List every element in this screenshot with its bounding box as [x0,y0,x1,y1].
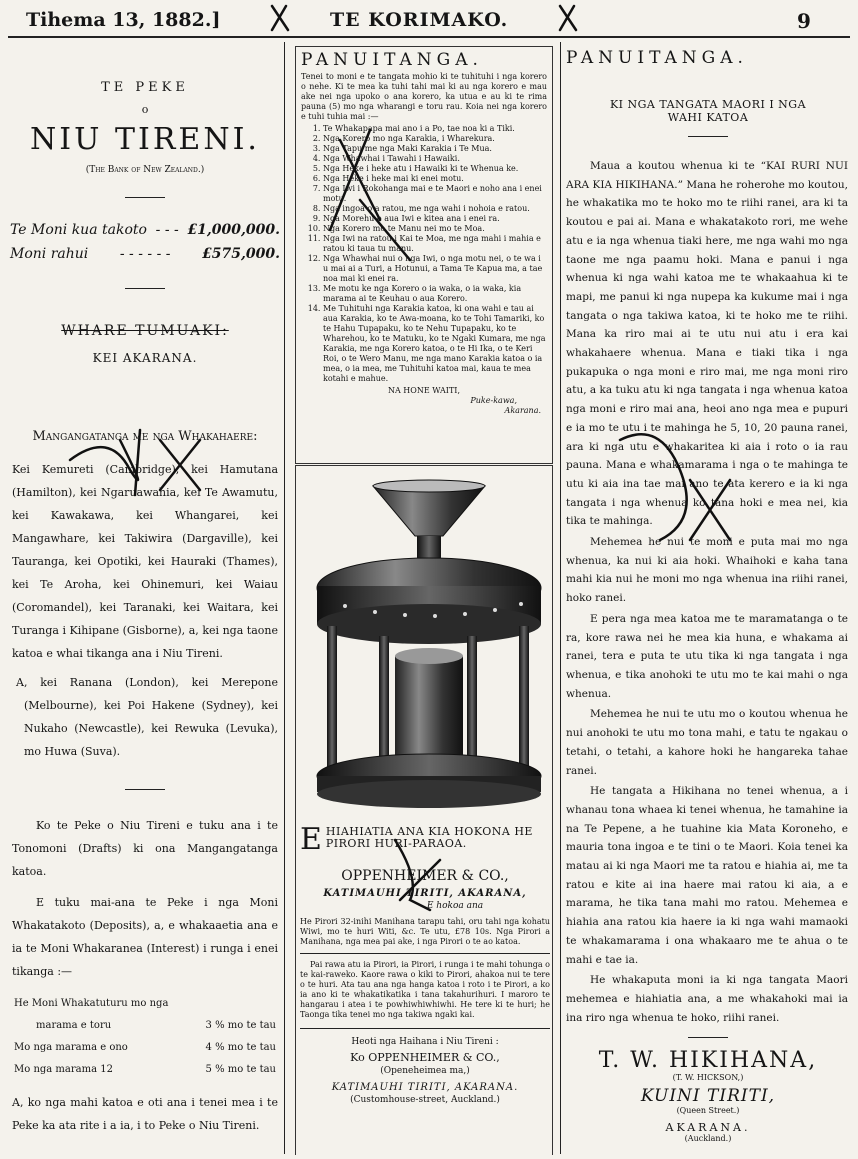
notice-list [301,124,547,384]
list-item: 6. Nga Heke i heke mai ki enei motu. [323,174,547,184]
notice-place: Puke-kawa, [470,396,517,405]
mill-ad [300,822,550,1105]
divider [125,789,165,790]
rate-value: 5 % mo te tau [205,1064,276,1075]
issue-date: Tihema 13, 1882.] [26,9,221,31]
capital-dots: - - - [155,222,179,238]
branches-text: Kei Kemureti (Cambridge), kei Hamutana (Hamilton), kei Ngaruawahia, kei Te Awamutu, kei Kawakawa, kei Whangarei, kei Mangawhare, kei Takiwira (Dargaville), kei Tauranga, kei Opotiki, kei Hauraki (Thames), kei Te Aroha, kei Ohinemuri, kei Waiau (Coromandel), kei Taranaki, kei Waitara, kei Turanga i Kihipane (Gisborne), a, kei nga taone katoa e whai tikanga ana i Niu Tireni. [12,463,278,660]
list-item: 12. Nga Whawhai nui o nga Iwi, o nga motu nei, o te wa i u mai ai a Turi, a Hotunui, a Tama Te Kapua ma, a tae noa mai ki enei ra. [323,254,547,284]
ad-heading: HIAHIATIA ANA KIA HOKONA HE PIRORI HURI-PARAOA. [325,825,533,850]
list-item: 2. Nga Korero mo nga Karakia, i Wharekura. [323,134,547,144]
list-item: 10. Nga Korero mo te Manu nei mo te Moa. [323,224,547,234]
deposits-text: E tuku mai-ana te Peke i nga Moni Whakatakoto (Deposits), a, e whakaaetia ana e ia te Moni Whakaranea (Interest) i runga i enei tikanga :— [12,896,278,978]
list-item: 13. Me motu ke nga Korero o ia waka, o ia waka, kia marama ai te Keuhau o aua Korero. [323,284,547,304]
list-item: 5. Nga Heke i heke atu i Hawaiki ki te Whenua ke. [323,164,547,174]
page-number: 9 [797,9,811,33]
reserve-value: £575,000. [202,246,280,262]
divider [125,288,165,289]
notice-intro: Tenei to moni e te tangata mohio ki te tuhituhi i nga korero o nehe. Ki te mea ka tuhi tahi mai ki au nga korero e mau ake nei nga upoko o ana korero, ka utua e au ki te rima pauna (5) mo nga wharangi e toru rau. Koia nei nga korero e tuhi tuhia mai :— [301,72,547,121]
col3-para-2: Mehemea he nui te moni e puta mai mo nga whenua, ka nui ki aia hoki. Whaihoki e kaha tana mahi kia nui he moni mo nga whenua ina riihi ranei, hoko ranei. [566,536,848,605]
rate-value: 3 % mo te tau [205,1020,276,1031]
head-office-location: KEI AKARANA. [92,351,198,365]
notice-place: Akarana. [504,406,541,415]
footer-text: A, ko nga mahi katoa e oti ana i tenei mea i te Peke ka ata rite i a ia, i to Peke o Niu Tireni. [12,1096,278,1132]
signature-street-english: (Queen Street.) [676,1106,740,1116]
branches-heading: Mangangatanga me nga Whakahaere: [32,429,258,444]
column-divider [560,42,561,1154]
reserve-label: Moni rahui [10,246,89,262]
col3-sub2: WAHI KATOA [667,111,749,124]
list-item: 1. Te Whakapapa mai ano i a Po, tae noa ki a Tiki. [323,124,547,134]
capital-value: £1,000,000. [187,222,280,238]
ad-company: OPPENHEIMER & CO., [341,868,509,884]
column-divider [284,42,285,1154]
signature-town-english: (Auckland.) [684,1134,732,1144]
ad-body-2: Pai rawa atu ia Pirori, ia Pirori, i runga i te mahi tohunga o te kai-raweko. Kaore rawa o kiki to Pirori, ahakoa nui te tere o te huri. Ata tau ana nga hanga katoa i roto i te Pirori, a ko ia ano ki te whakatikatika i tana takahurihuri. I maroro te hangarau i atea i te powhiwhiwhiwhi. He tere ki te huri; he Taonga tika tenei mo nga takiwa ngaki kai. [300,960,550,1019]
rate-label: He Moni Whakatuturu mo nga [14,998,169,1009]
drop-cap: E [300,822,322,857]
rate-row [14,1059,276,1081]
bank-title-top: TE PEKE [101,80,189,95]
ad-agents-paren: (Openeheimea ma,) [380,1066,470,1076]
list-item: 9. Nga Morehu o aua Iwi e kitea ana i enei ra. [323,214,547,224]
page-header [0,0,858,38]
notice-signature: NA HONE WAITI, [387,386,461,395]
divider [300,1028,550,1029]
ad-agents-english: (Customhouse-street, Auckland.) [350,1095,500,1105]
rate-row [14,1037,276,1059]
drafts-text: Ko te Peke o Niu Tireni e tuku ana i te Tonomoni (Drafts) ki ona Mangangatanga katoa. [12,819,278,878]
overseas-text: A, kei Ranana (London), kei Merepone (Melbourne), kei Poi Hakene (Sydney), kei Nukaho (Newcastle), kei Rewuka (Levuka), mo Huwa (Suva). [16,676,278,758]
signature-english: (T. W. HICKSON,) [672,1073,744,1083]
rate-row [14,1015,276,1037]
ad-agents-street: KATIMAUHI TIRITI, AKARANA. [331,1082,519,1093]
col3-heading: PANUITANGA. [566,48,748,68]
reserve-dots: - - - - - - [119,246,171,262]
head-office-heading: WHARE TUMUAKI: [61,323,229,339]
divider [300,953,550,954]
rate-value: 4 % mo te tau [205,1042,276,1053]
capital-row [8,222,282,238]
bank-ad-column [8,40,282,1155]
rates-table [8,993,282,1081]
divider [125,197,165,198]
signature-street: KUINI TIRITI, [640,1086,776,1107]
bank-english-name: (The Bank of New Zealand.) [85,165,205,175]
col3-sub1: KI NGA TANGATA MAORI I NGA [609,98,807,111]
col3-para-4: Mehemea he nui te utu mo o koutou whenua he nui anohoki te utu mo tona mahi, e tatu te ngakau o tetahi, o tetahi, a kahore hoki he hangareka tahae ranei. [566,708,848,777]
list-item: 3. Nga Tapu me nga Maki Karakia i Te Mua. [323,144,547,154]
rate-row [14,993,276,1015]
bank-title-mid: o [141,103,149,116]
capital-label: Te Moni kua takoto [10,222,147,238]
ad-agents: Heoti nga Haihana i Niu Tireni : [351,1037,499,1047]
list-item: 8. Nga ingoa o a ratou, me nga wahi i nohoia e ratou. [323,204,547,214]
col3-para-3: E pera nga mea katoa me te maramatanga o te ra, kore rawa nei he mea kia huna, e whakama ai ranei, tera e puta te utu tika ki nga tangata i nga whenua, e tika anohoki te utu mo te kai mahi o nga whenua. [566,612,848,700]
col3-para-6: He whakaputa moni ia ki nga tangata Maori mehemea e hiahiatia ana, a me whakahoki mai ia ina riro nga whenua te hoko, riihi ranei. [566,974,848,1024]
ad-body: He Pirori 32-inihi Manihana tarapu tahi, oru tahi nga kohatu Wiwi, mo te huri Witi, &c. Te utu, £78 10s. Nga Pirori a Manihana, nga mea pai ake, i nga Pirori o te ao katoa. [300,917,550,946]
ad-agents-company: Ko OPPENHEIMER & CO., [350,1051,500,1064]
ad-street: KATIMAUHI TIRITI, AKARANA, [323,888,527,899]
rate-label: Mo nga marama e ono [14,1042,128,1053]
header-rule [8,36,850,38]
newspaper-title: TE KORIMAKO. [330,9,509,31]
ad-sell: E hokoa ana [426,901,484,911]
survey-ad-column [566,40,850,1155]
reserve-row [8,246,282,262]
signature-name: T. W. HIKIHANA, [598,1048,818,1074]
divider [688,1037,728,1038]
list-item: 14. Me Tuhituhi nga Karakia katoa, ki ona wahi e tau ai aua Karakia, ko te Awa-moana, ko te Tohi Tamariki, ko te Hahu Tupapaku, ko te Nehu Tupapaku, ko te Wharehou, ko te Matuku, ko te Ngaki Kumara, me nga Karakia, me nga Korero katoa, o te Hi Ika, o te Keri Roi, o te Wero Manu, me nga mano Karakia katoa o ia mea, o ia mea, me Tuhituhi katoa mai, kaua te mea kotahi e mahue. [323,304,547,384]
rate-label: marama e toru [36,1020,112,1031]
signature-town: AKARANA. [665,1121,751,1135]
rate-label: Mo nga marama 12 [14,1064,113,1075]
notice-heading: PANUITANGA. [301,50,483,70]
bank-title: NIU TIRENI. [30,122,260,157]
col3-para-5: He tangata a Hikihana no tenei whenua, a i whanau tona whaea ki tenei whenua, he tamahine ia na Te Pepene, a he tuahine kia Mata Koroneho, e mauria tona ingoa e te tini o te Maori. Koia tenei ka matau ai ki nga Maori me ta ratou e hiahia ai, me ta ratou e kite ai ina haere mai ratou ki aia, a e marama, he tika tana mahi mo ratou. Mehemea e hiahia ana ratou kia haere ia ki nga wahi mamaoki te whakamarama i ona whakaaro me te ahua o te mahi e tae ia. [566,785,848,966]
list-item: 7. Nga Iwi i Rokohanga mai e te Maori e noho ana i enei motu. [323,184,547,204]
divider [688,136,728,137]
list-item: 4. Nga Whawhai i Tawahi i Hawaiki. [323,154,547,164]
flour-mill-illustration [305,476,553,812]
list-item: 11. Nga Iwi na ratou i Kai te Moa, me nga mahi i mahia e ratou ki taua tu manu. [323,234,547,254]
col3-para-1: Maua a koutou whenua ki te “KAI RURI NUI ARA KIA HIKIHANA.” Mana he roherohe mo koutou, he whakatika mo te hoko mo te riihi ranei, ara ki ta koutou e pai ai. Mana e whakatakoto rori, me wehe atu e ia nga whenua tiaki here, me nga wahi mo nga taone me nga paamu hoki. Mana e panui i nga whenua ki nga wahi katoa me te whakaahua ki te mapi, me panui ki nga nupepa ka kukume mai i nga tangata o nga takiwa katoa, ki te hoko me te riihi. Mana ka riro mai ai te utu nui atu i era kai whakahaere whenua. Mana e tiaki tika i nga pukapuka o nga moni e riro mai, me nga moni riro atu, a ka tuku atu ki nga tangata i nga whenua katoa nga moni e riro mai ana, heoi ano nga mea e pupuri e ia mo te utu i te mahinga he 5, 10, 20 pauna ranei, ara ki nga utu e whakaritea ki aia i roto o ia rau pauna. Mana e whakamarama i nga o te mahinga te utu ki aia ina tae mai ano te ata kerero e ia ki nga tangata i nga whenua ko tana hoki e mea nei, kia tika te mahinga. [566,160,848,528]
